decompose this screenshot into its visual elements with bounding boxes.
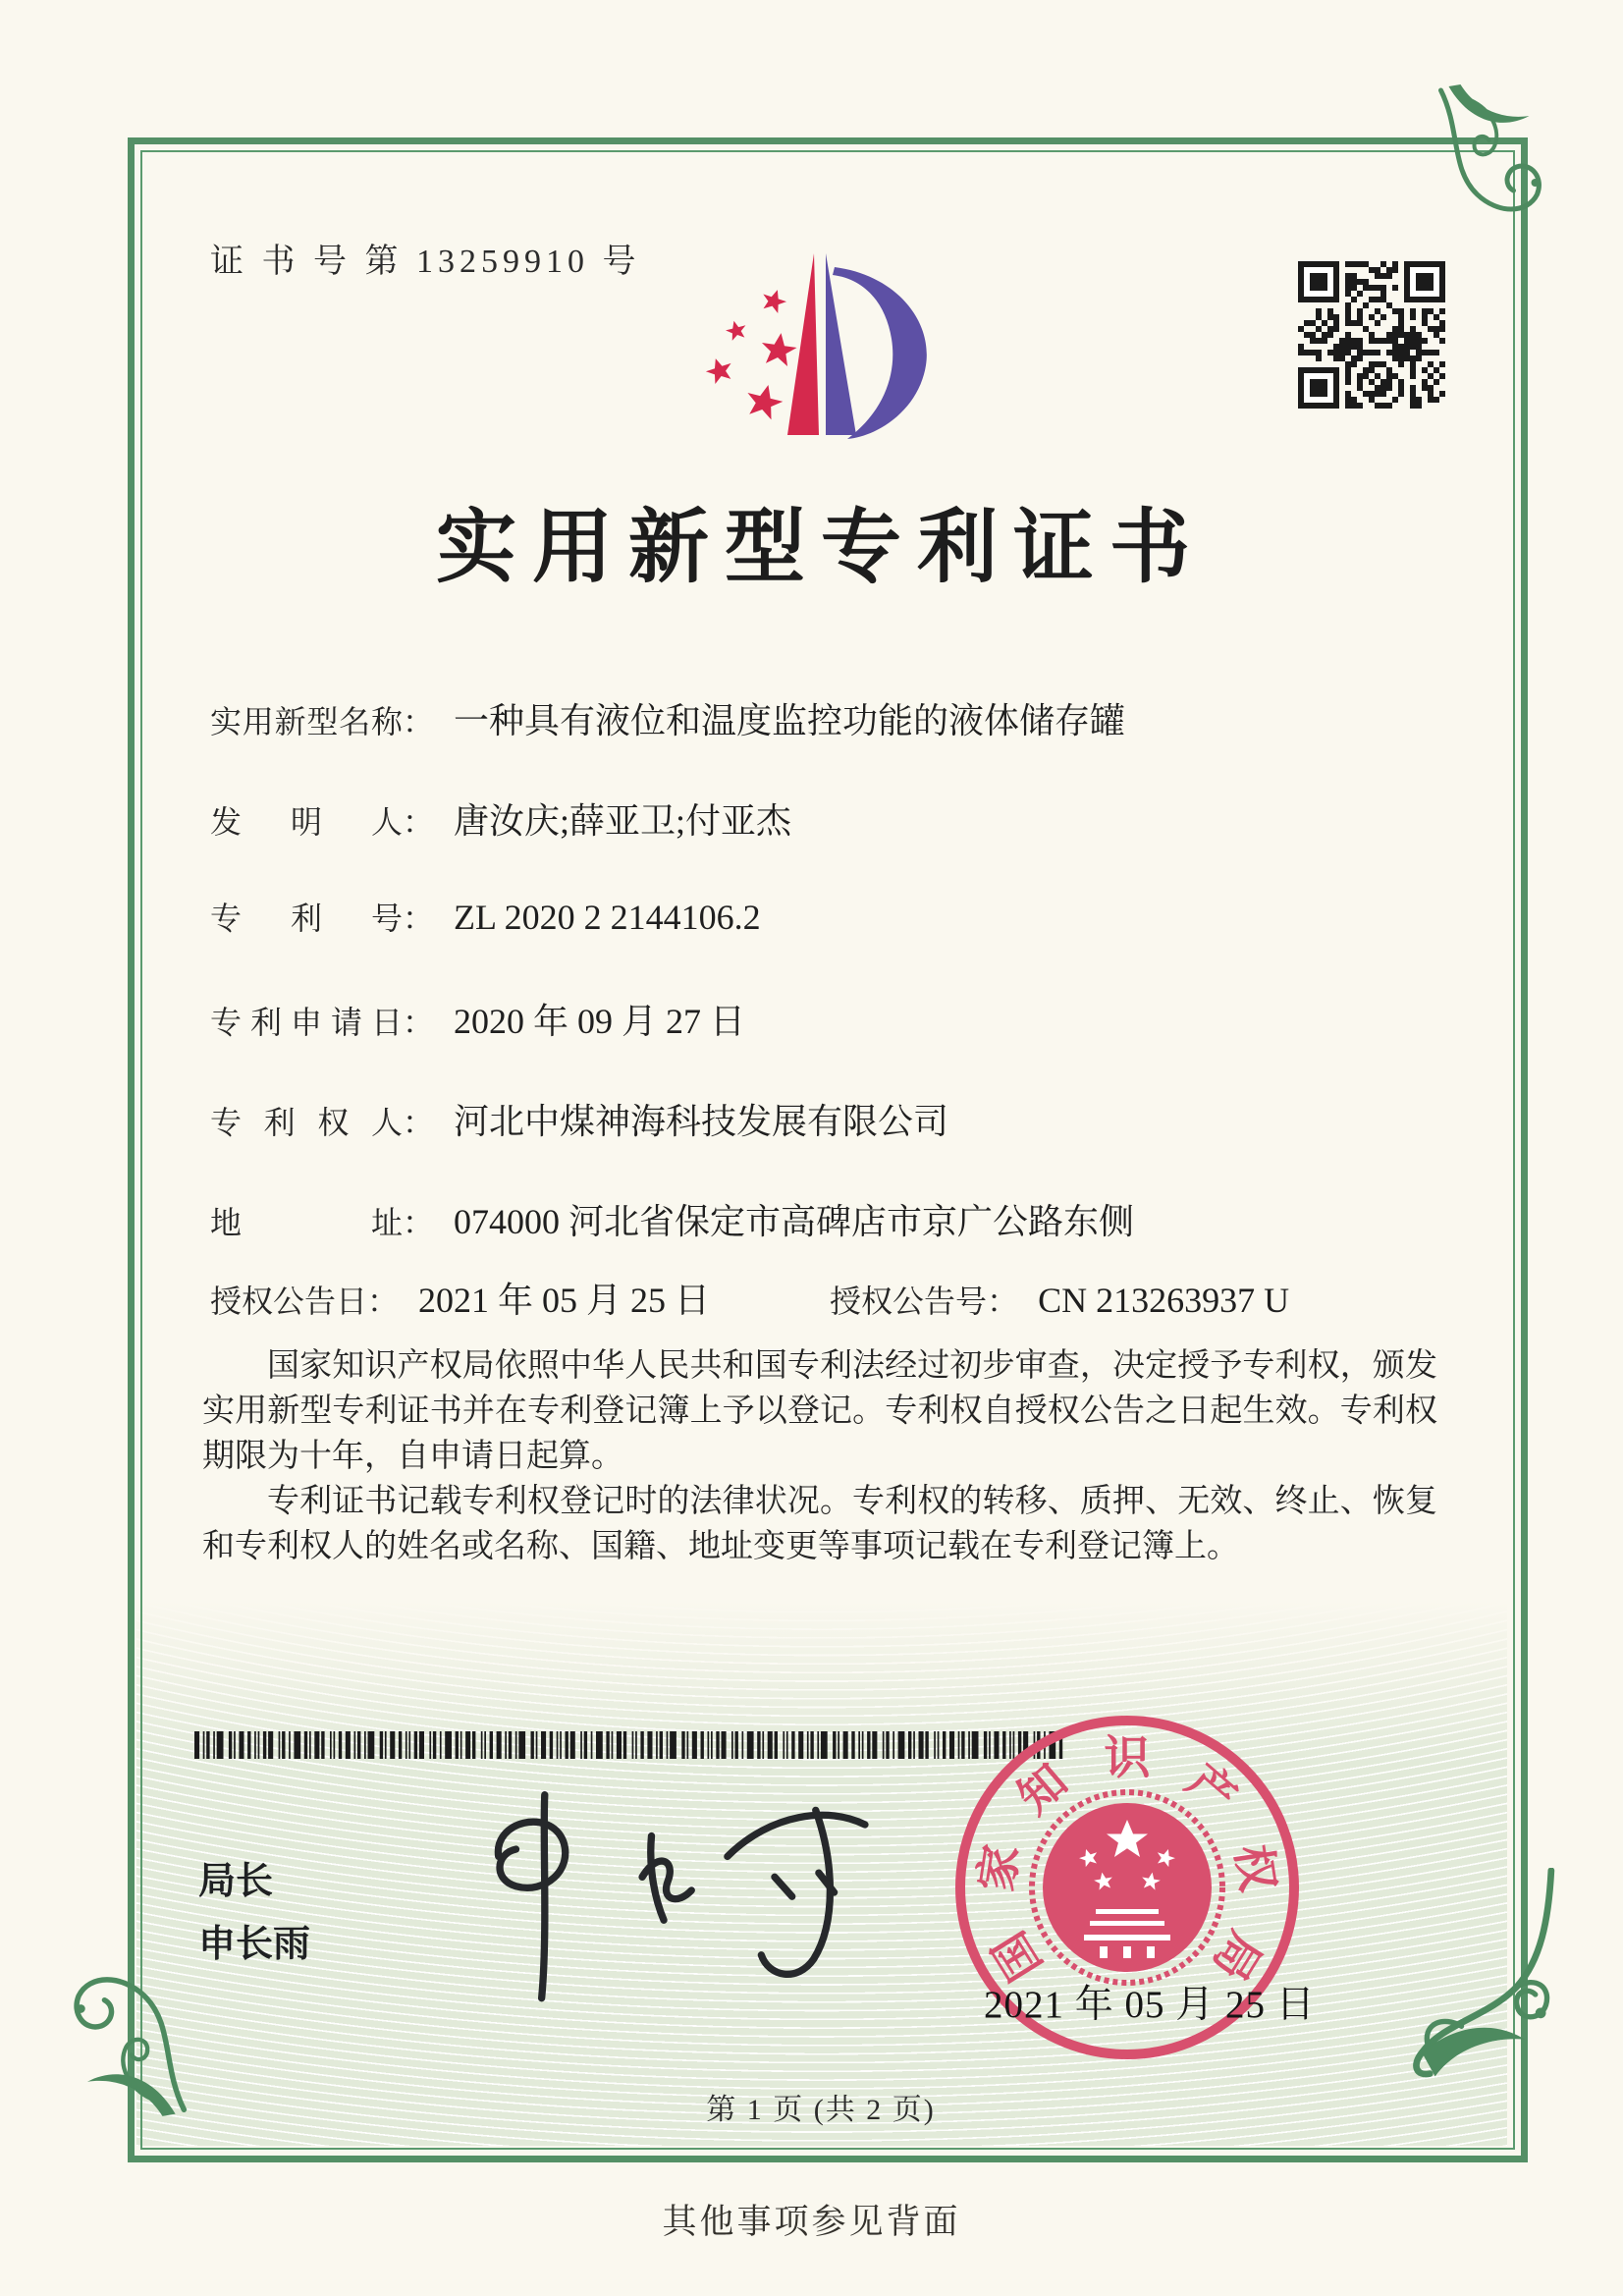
field-label: 专利申请日 [210,1005,403,1040]
grant-row [210,1273,1289,1323]
director-signature [417,1779,908,2005]
grant-date-pair [210,1281,714,1320]
field-colon: ： [403,1005,435,1040]
qr-code [1298,261,1445,409]
field-colon: ： [403,1205,435,1240]
corner-flourish-icon [1399,1868,1566,2079]
field-colon: ： [987,1284,1019,1319]
back-side-note: 其他事项参见背面 [662,2203,961,2241]
director-name: 申长雨 [198,1924,311,1965]
field-row-patent-number [210,894,1134,994]
grant-number-pair [830,1281,1290,1320]
svg-text:权: 权 [1225,1841,1283,1895]
svg-text:局: 局 [1202,1922,1271,1990]
svg-text:国: 国 [984,1922,1053,1990]
svg-text:知: 知 [1008,1755,1078,1825]
cnipa-logo-icon [687,246,952,452]
field-value: CN 213263937 U [1038,1281,1290,1320]
field-label: 专利号 [210,901,403,936]
field-label: 实用新型名称 [210,704,403,739]
field-colon: ： [403,901,435,936]
svg-text:识: 识 [1104,1733,1151,1784]
legal-paragraph-1: 国家知识产权局依照中华人民共和国专利法经过初步审查，决定授予专利权，颁发实用新型专利证书并在专利登记簿上予以登记。专利权自授权公告之日起生效。专利权期限为十年，自申请日起算。 [202,1348,1437,1474]
certificate-number: 证 书 号 第 13259910 号 [210,244,641,280]
corner-flourish-icon [1426,82,1558,240]
field-value: 074000 河北省保定市高碑店市京广公路东侧 [454,1202,1135,1241]
svg-text:产: 产 [1176,1755,1246,1825]
field-value: ZL 2020 2 2144106.2 [454,898,761,937]
field-list [210,693,1134,1294]
seal-date: 2021 年 05 月 25 日 [984,1984,1316,2026]
field-label: 专利权人 [210,1105,403,1140]
field-colon: ： [403,1105,435,1140]
director-title: 局长 [198,1861,274,1902]
field-value: 2021 年 05 月 25 日 [418,1281,711,1320]
field-row-inventors [210,793,1134,894]
field-label: 发明人 [210,804,403,840]
svg-text:家: 家 [971,1841,1029,1895]
field-value: 河北中煤神海科技发展有限公司 [454,1102,949,1141]
field-label: 地址 [210,1205,403,1240]
field-colon: ： [367,1284,400,1319]
national-emblem-icon [1032,1792,1222,1983]
field-value: 唐汝庆;薛亚卫;付亚杰 [454,801,792,841]
legal-text-block [202,1343,1437,1569]
page-number: 第 1 页 (共 2 页) [706,2094,936,2126]
field-value: 2020 年 09 月 27 日 [454,1002,746,1041]
director-block [198,1850,310,1976]
field-label: 授权公告号 [830,1284,988,1319]
field-label: 授权公告日 [210,1284,368,1319]
certificate-title: 实用新型专利证书 [435,503,1206,592]
field-row-filing-date [210,994,1134,1094]
field-row-name [210,693,1134,793]
field-value: 一种具有液位和温度监控功能的液体储存罐 [454,701,1126,740]
field-colon: ： [403,804,435,840]
field-row-patentee [210,1094,1134,1194]
legal-paragraph-2: 专利证书记载专利权登记时的法律状况。专利权的转移、质押、无效、终止、恢复和专利权人的姓名或名称、国籍、地址变更等事项记载在专利登记簿上。 [202,1484,1437,1564]
field-colon: ： [403,704,435,739]
